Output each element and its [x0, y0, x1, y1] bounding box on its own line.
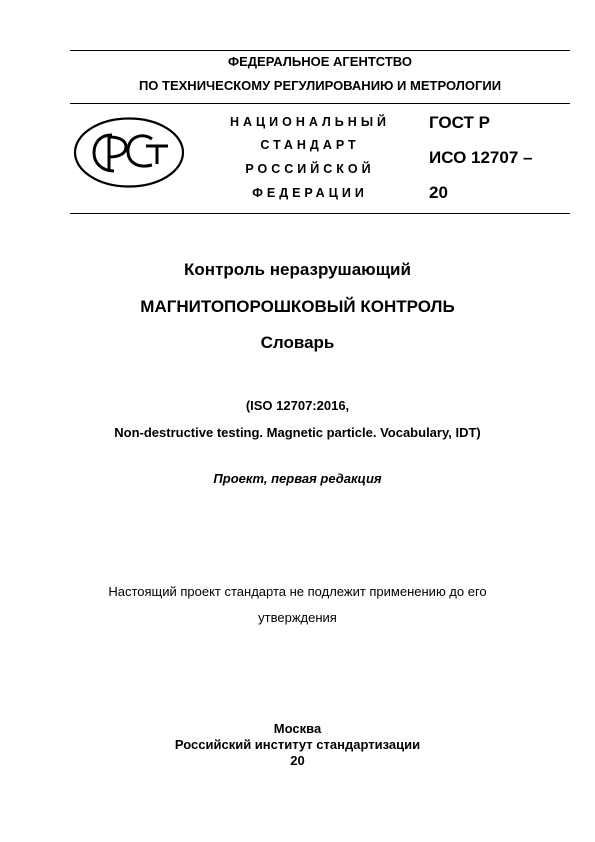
title-line-1: Контроль неразрушающий — [184, 260, 411, 279]
header-rule — [70, 103, 570, 104]
notice-line-1: Настоящий проект стандарта не подлежит применению до его — [108, 584, 487, 599]
standard-type-line-1: НАЦИОНАЛЬНЫЙ — [229, 115, 391, 129]
draft-status: Проект, первая редакция — [213, 471, 382, 486]
footer-city: Москва — [273, 721, 322, 736]
designation-line-1: ГОСТ Р — [429, 113, 490, 132]
title-line-3: Словарь — [260, 333, 335, 352]
standard-type-line-2: СТАНДАРТ — [260, 138, 360, 152]
agency-line-1: ФЕДЕРАЛЬНОЕ АГЕНТСТВО — [228, 54, 412, 69]
designation-line-2: ИСО 12707 – — [429, 148, 533, 167]
footer-year: 20 — [290, 753, 305, 768]
footer-publisher: Российский институт стандартизации — [174, 737, 421, 752]
title-line-2: МАГНИТОПОРОШКОВЫЙ КОНТРОЛЬ — [140, 297, 455, 316]
designation-line-3: 20 — [429, 183, 448, 202]
notice-line-2: утверждения — [258, 610, 337, 625]
header-bottom-rule — [70, 213, 570, 214]
source-line-2: Non-destructive testing. Magnetic particle. Vocabulary, IDT) — [114, 425, 481, 440]
source-line-1: (ISO 12707:2016, — [245, 398, 350, 413]
standard-type-line-4: ФЕДЕРАЦИИ — [252, 186, 368, 200]
rst-logo-icon — [72, 115, 187, 190]
agency-line-2: ПО ТЕХНИЧЕСКОМУ РЕГУЛИРОВАНИЮ И МЕТРОЛОГИИ — [138, 78, 502, 93]
standard-type-line-3: РОССИЙСКОЙ — [245, 162, 375, 176]
